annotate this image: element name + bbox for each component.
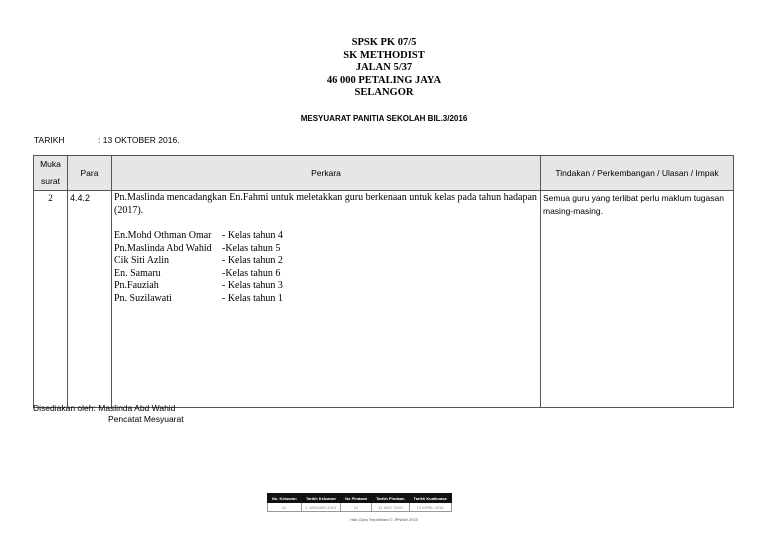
copyright-notice: Hak Cipta Terpelihara © JPNMel 2015 bbox=[350, 517, 418, 522]
prepared-by-name: Maslinda Abd Wahid bbox=[98, 403, 176, 413]
prepared-by-role: Pencatat Mesyuarat bbox=[108, 414, 184, 424]
doc-control-value: 01 bbox=[268, 503, 302, 512]
teacher-name: En.Mohd Othman Omar bbox=[114, 230, 212, 241]
date-row bbox=[34, 135, 180, 145]
header-school-name: SK METHODIST bbox=[343, 49, 425, 61]
school-header bbox=[0, 37, 768, 100]
header-form-code: SPSK PK 07/5 bbox=[351, 37, 417, 48]
doc-control-value-row bbox=[268, 503, 452, 512]
document-control-table bbox=[267, 493, 452, 512]
list-item bbox=[114, 268, 538, 281]
list-item bbox=[114, 243, 538, 256]
perkara-text: Pn.Maslinda mencadangkan En.Fahmi untuk meletakkan guru berkenaan untuk kelas pada tahun hadapan (2017). bbox=[114, 192, 537, 216]
doc-control-header: Tarikh Keluaran bbox=[301, 494, 340, 503]
header-perkara: Perkara bbox=[112, 156, 541, 191]
date-label: TARIKH bbox=[34, 135, 65, 145]
doc-control-value: 31 MAC 2015 bbox=[372, 503, 409, 512]
header-state: SELANGOR bbox=[354, 87, 414, 98]
date-value: : 13 OKTOBER 2016. bbox=[98, 135, 180, 145]
teacher-name: Cik Siti Azlin bbox=[114, 255, 170, 266]
header-city: 46 000 PETALING JAYA bbox=[326, 74, 442, 86]
class-assignment: -Kelas tahun 5 bbox=[222, 242, 281, 254]
minutes-table bbox=[33, 155, 734, 408]
doc-control-header: No Pindaan bbox=[341, 494, 372, 503]
doc-control-header-row bbox=[268, 494, 452, 503]
prepared-by bbox=[33, 403, 184, 425]
teacher-name: Pn.Fauziah bbox=[114, 280, 159, 291]
doc-control-value: 13 APRIL 2016 bbox=[409, 503, 451, 512]
list-item bbox=[114, 293, 538, 306]
list-item bbox=[114, 280, 538, 293]
teacher-name: En. Samaru bbox=[114, 267, 161, 279]
table-header-row bbox=[34, 156, 734, 191]
header-tindakan: Tindakan / Perkembangan / Ulasan / Impak bbox=[541, 156, 734, 191]
header-muka-surat: Muka surat bbox=[34, 156, 68, 191]
teacher-name: Pn.Maslinda Abd Wahid bbox=[114, 242, 212, 254]
doc-control-header: Tarikh Kuatkuasa bbox=[409, 494, 451, 503]
list-item bbox=[114, 230, 538, 243]
doc-control-value: 1 JANUARI 2013 bbox=[301, 503, 340, 512]
cell-tindakan: Semua guru yang terlibat perlu maklum tugasan masing-masing. bbox=[541, 191, 734, 408]
teacher-name: Pn. Suzilawati bbox=[114, 292, 172, 304]
class-assignment: - Kelas tahun 1 bbox=[222, 292, 283, 304]
class-assignment: - Kelas tahun 2 bbox=[222, 255, 283, 266]
cell-para: 4.4.2 bbox=[68, 191, 112, 408]
cell-muka-surat: 2 bbox=[34, 191, 68, 408]
header-street: JALAN 5/37 bbox=[355, 62, 413, 73]
doc-control-value: 01 bbox=[341, 503, 372, 512]
class-assignment: - Kelas tahun 3 bbox=[222, 280, 283, 291]
list-item bbox=[114, 255, 538, 268]
class-assignment: - Kelas tahun 4 bbox=[222, 230, 283, 241]
meeting-title: MESYUARAT PANITIA SEKOLAH BIL.3/2016 bbox=[300, 114, 468, 123]
class-assignment: -Kelas tahun 6 bbox=[222, 267, 281, 279]
table-row bbox=[34, 191, 734, 408]
prepared-by-label: Disediakan oleh: bbox=[33, 403, 96, 413]
cell-perkara bbox=[112, 191, 541, 408]
doc-control-header: Tarikh Pindaan bbox=[372, 494, 409, 503]
doc-control-header: No. Keluaran bbox=[268, 494, 302, 503]
header-para: Para bbox=[68, 156, 112, 191]
class-assignment-list bbox=[114, 230, 538, 305]
